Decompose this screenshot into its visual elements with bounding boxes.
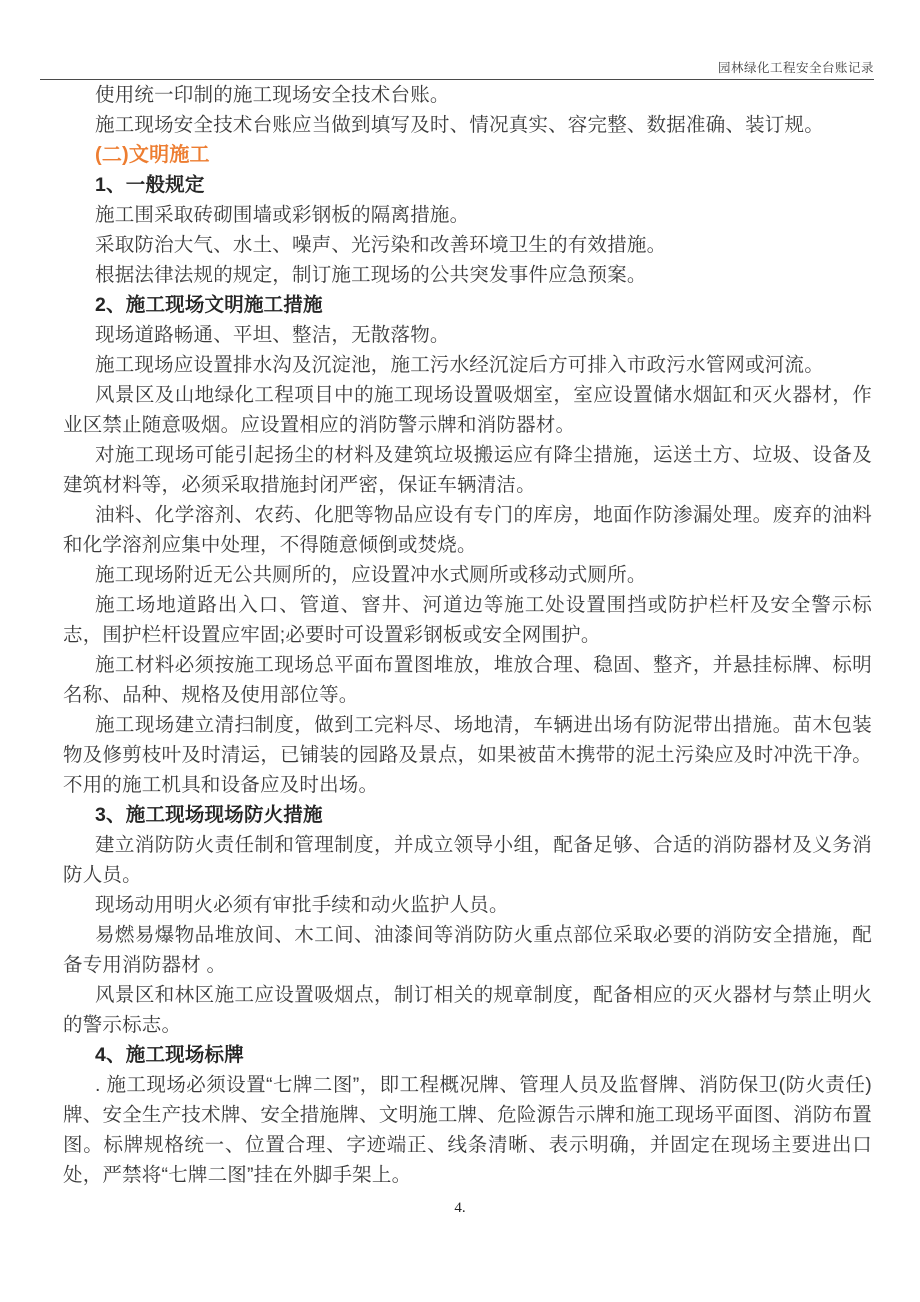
- paragraph: 风景区和林区施工应设置吸烟点，制订相关的规章制度，配备相应的灭火器材与禁止明火的警示标志。: [63, 984, 872, 1036]
- sub-heading: 4、施工现场标牌: [95, 1044, 244, 1066]
- paragraph: 油料、化学溶剂、农药、化肥等物品应设有专门的库房，地面作防渗漏处理。废弃的油料和化学溶剂应集中处理，不得随意倾倒或焚烧。: [63, 504, 872, 556]
- sub-heading: 3、施工现场现场防火措施: [95, 804, 323, 826]
- paragraph: 风景区及山地绿化工程项目中的施工现场设置吸烟室，室应设置储水烟缸和灭火器材，作业区禁止随意吸烟。应设置相应的消防警示牌和消防器材。: [63, 384, 872, 436]
- paragraph: 施工材料必须按施工现场总平面布置图堆放，堆放合理、稳固、整齐，并悬挂标牌、标明名称、品种、规格及使用部位等。: [63, 654, 872, 706]
- page-number: 4.: [454, 1200, 466, 1216]
- paragraph: . 施工现场必须设置“七牌二图”，即工程概况牌、管理人员及监督牌、消防保卫(防火责任)牌、安全生产技术牌、安全措施牌、文明施工牌、危险源告示牌和施工现场平面图、消防布置图。标牌规格统一、位置合理、字迹端正、线条清晰、表示明确，并固定在现场主要进出口处，严禁将“七牌二图”挂在外脚手架上。: [63, 1074, 872, 1186]
- section-heading: (二)文明施工: [95, 144, 210, 166]
- page-header: [40, 58, 874, 80]
- paragraph: 施工现场附近无公共厕所的，应设置冲水式厕所或移动式厕所。: [95, 564, 647, 586]
- page-footer: [0, 1200, 920, 1217]
- header-title: 园林绿化工程安全台账记录: [717, 61, 874, 75]
- document-body: [63, 80, 872, 1190]
- paragraph: 施工场地道路出入口、管道、窨井、河道边等施工处设置围挡或防护栏杆及安全警示标志，围护栏杆设置应牢固;必要时可设置彩钢板或安全网围护。: [63, 594, 872, 646]
- paragraph: 根据法律法规的规定，制订施工现场的公共突发事件应急预案。: [95, 264, 647, 286]
- paragraph: 施工围采取砖砌围墙或彩钢板的隔离措施。: [95, 204, 470, 226]
- sub-heading: 2、施工现场文明施工措施: [95, 294, 323, 316]
- paragraph: 对施工现场可能引起扬尘的材料及建筑垃圾搬运应有降尘措施，运送土方、垃圾、设备及建筑材料等，必须采取措施封闭严密，保证车辆清洁。: [63, 444, 872, 496]
- paragraph: 施工现场应设置排水沟及沉淀池，施工污水经沉淀后方可排入市政污水管网或河流。: [95, 354, 824, 376]
- paragraph: 施工现场安全技术台账应当做到填写及时、情况真实、容完整、数据准确、装订规。: [95, 114, 824, 136]
- paragraph: 易燃易爆物品堆放间、木工间、油漆间等消防防火重点部位采取必要的消防安全措施，配备专用消防器材 。: [63, 924, 872, 976]
- paragraph: 采取防治大气、水土、噪声、光污染和改善环境卫生的有效措施。: [95, 234, 667, 256]
- paragraph: 现场道路畅通、平坦、整洁，无散落物。: [95, 324, 450, 346]
- paragraph: 施工现场建立清扫制度，做到工完料尽、场地清，车辆进出场有防泥带出措施。苗木包装物及修剪枝叶及时清运，已铺装的园路及景点，如果被苗木携带的泥土污染应及时冲洗干净。不用的施工机具和设备应及时出场。: [63, 714, 872, 796]
- sub-heading: 1、一般规定: [95, 174, 205, 196]
- paragraph: 现场动用明火必须有审批手续和动火监护人员。: [95, 894, 509, 916]
- paragraph: 建立消防防火责任制和管理制度，并成立领导小组，配备足够、合适的消防器材及义务消防人员。: [63, 834, 872, 886]
- paragraph: 使用统一印制的施工现场安全技术台账。: [95, 84, 450, 106]
